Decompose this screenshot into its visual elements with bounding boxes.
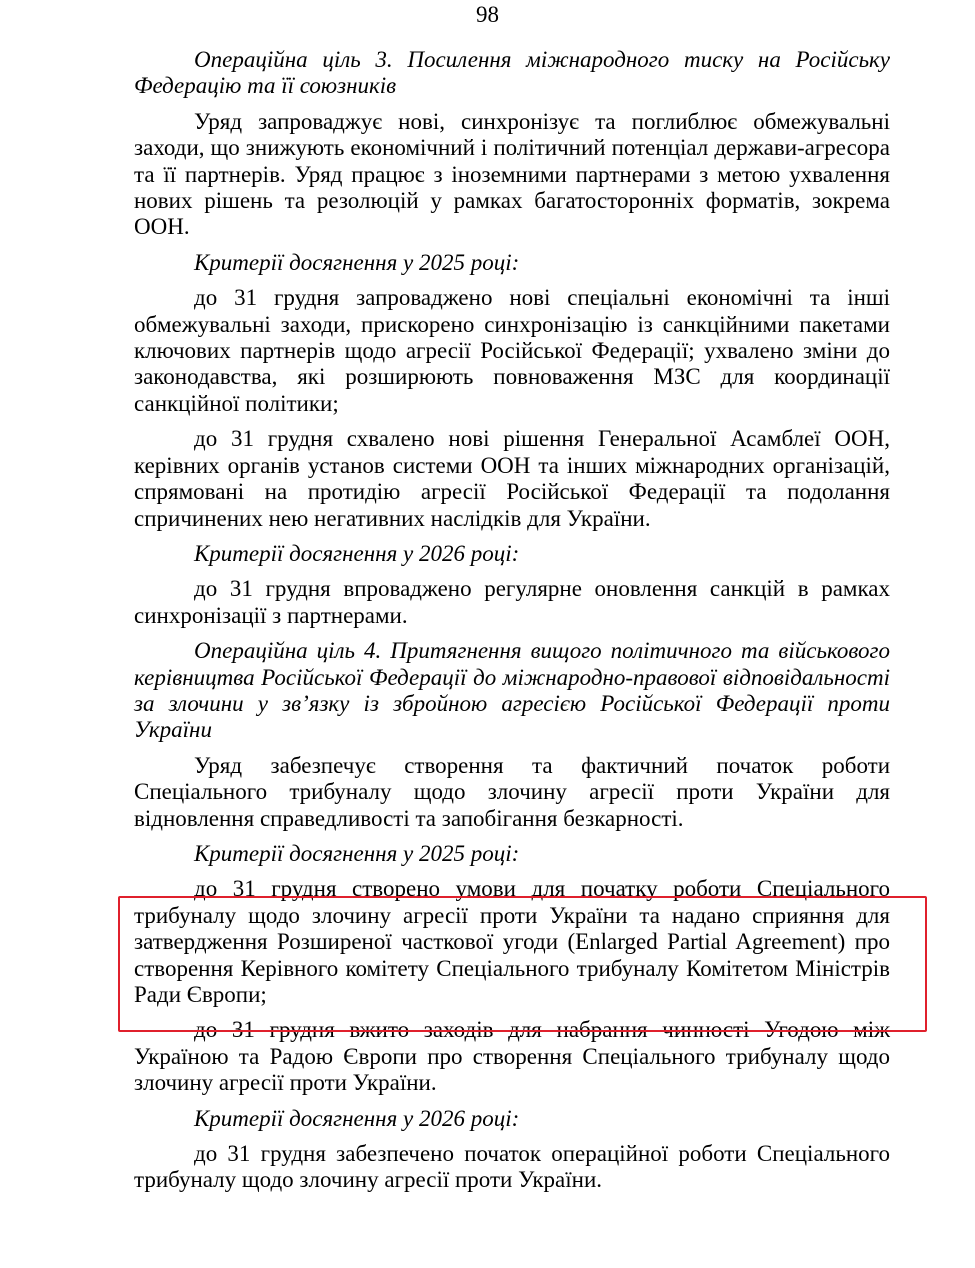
operational-goal-3-heading: Операційна ціль 3. Посилення міжнародного тиску на Російську Федерацію та її союзників — [134, 47, 890, 99]
criteria-2026-heading: Критерії досягнення у 2026 році: — [194, 1105, 520, 1131]
document-body — [134, 47, 890, 1194]
goal-4-description: Уряд забезпечує створення та фактичний початок роботи Спеціального трибуналу щодо злочину агресії проти України для відновлення справедливості та запобігання безкарності. — [134, 752, 890, 831]
criteria-2025-heading: Критерії досягнення у 2025 році: — [194, 840, 520, 866]
criteria-2025-item: до 31 грудня вжито заходів для набрання чинності Угодою між Україною та Радою Європи про створення Спеціального трибуналу щодо злочину агресії проти України. — [134, 1017, 890, 1096]
goal-3-description: Уряд запроваджує нові, синхронізує та поглиблює обмежувальні заходи, що знижують економічний і політичний потенціал держави-агресора та її партнерів. Уряд працює з іноземними партнерами з метою ухвалення нових рішень та резолюцій у рамках багатосторонніх форматів, зокрема ООН. — [134, 108, 890, 240]
criteria-2025-heading: Критерії досягнення у 2025 році: — [194, 249, 520, 275]
criteria-2025-item: до 31 грудня схвалено нові рішення Генеральної Асамблеї ООН, керівних органів установ системи ООН та інших міжнародних організацій, спрямовані на протидію агресії Російської Федерації та подолання спричинених нею негативних наслідків для України. — [134, 426, 890, 531]
criteria-2026-item: до 31 грудня впроваджено регулярне оновлення санкцій в рамках синхронізації з партнерами. — [134, 576, 890, 628]
highlighted-criteria-item: до 31 грудня створено умови для початку роботи Спеціального трибуналу щодо злочину агресії проти України та надано сприяння для затвердження Розширеної часткової угоди (Enlarged Partial Agreement) про створення Керівного комітету Спеціального трибуналу Комітетом Міністрів Ради Європи; — [134, 876, 890, 1007]
operational-goal-4-heading: Операційна ціль 4. Притягнення вищого політичного та військового керівництва Російської Федерації до міжнародно-правової відповідальності за злочини у зв’язку із збройною агресією Російської Федерації проти України — [134, 638, 890, 743]
criteria-2025-item: до 31 грудня запроваджено нові спеціальні економічні та інші обмежувальні заходи, прискорено синхронізацію із санкційними пакетами ключових партнерів щодо агресії Російської Федерації; ухвалено зміни до законодавства, які розширюють повноваження МЗС для координації санкційної політики; — [134, 285, 890, 416]
page-number: 98 — [476, 2, 499, 27]
criteria-2026-heading: Критерії досягнення у 2026 році: — [194, 540, 520, 566]
criteria-2026-item: до 31 грудня забезпечено початок операційної роботи Спеціального трибуналу щодо злочину агресії проти України. — [134, 1141, 890, 1193]
